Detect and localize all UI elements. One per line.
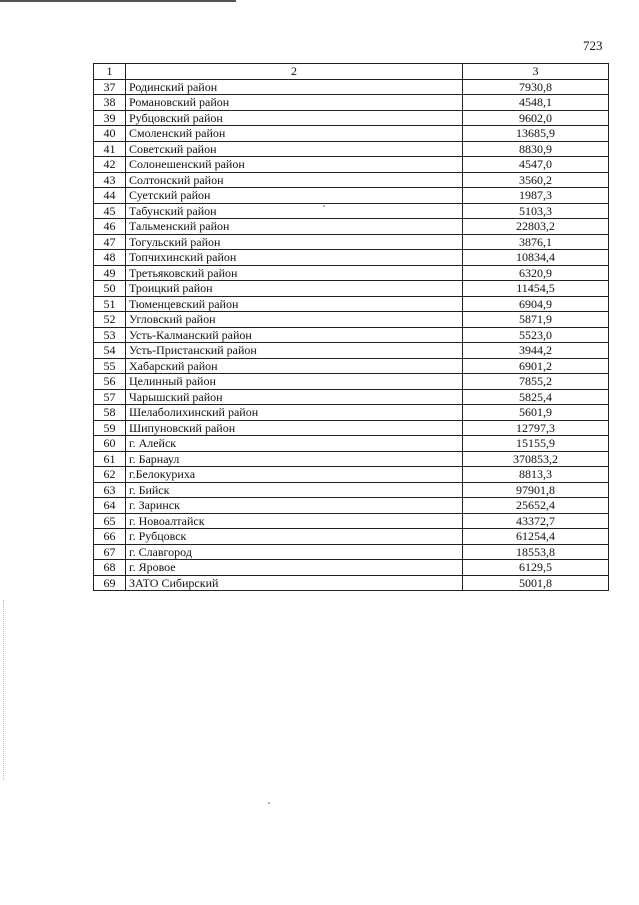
table-row	[94, 95, 609, 111]
row-name-cell: г. Славгород	[126, 544, 463, 560]
table-row	[94, 436, 609, 452]
row-name-cell: Смоленский район	[126, 126, 463, 142]
row-number-cell: 65	[94, 513, 126, 529]
table-row	[94, 327, 609, 343]
table-row	[94, 219, 609, 235]
table-row	[94, 575, 609, 591]
row-number-cell: 52	[94, 312, 126, 328]
row-name-cell: г. Барнаул	[126, 451, 463, 467]
row-value-cell: 4547,0	[463, 157, 609, 173]
row-value-cell: 18553,8	[463, 544, 609, 560]
row-value-cell: 43372,7	[463, 513, 609, 529]
table-row	[94, 141, 609, 157]
table-row	[94, 374, 609, 390]
column-header-value: 3	[463, 64, 609, 80]
table-row	[94, 420, 609, 436]
table-row	[94, 405, 609, 421]
row-number-cell: 53	[94, 327, 126, 343]
row-name-cell: г. Заринск	[126, 498, 463, 514]
row-value-cell: 3944,2	[463, 343, 609, 359]
row-number-cell: 64	[94, 498, 126, 514]
row-name-cell: г. Бийск	[126, 482, 463, 498]
row-value-cell: 97901,8	[463, 482, 609, 498]
row-number-cell: 37	[94, 79, 126, 95]
table-row	[94, 482, 609, 498]
table-row	[94, 343, 609, 359]
row-name-cell: Угловский район	[126, 312, 463, 328]
row-value-cell: 25652,4	[463, 498, 609, 514]
row-number-cell: 44	[94, 188, 126, 204]
row-value-cell: 8813,3	[463, 467, 609, 483]
table-row	[94, 467, 609, 483]
row-value-cell: 3560,2	[463, 172, 609, 188]
row-value-cell: 370853,2	[463, 451, 609, 467]
row-value-cell: 6129,5	[463, 560, 609, 576]
row-value-cell: 5601,9	[463, 405, 609, 421]
row-number-cell: 47	[94, 234, 126, 250]
row-name-cell: Усть-Калманский район	[126, 327, 463, 343]
table-row	[94, 529, 609, 545]
table-row	[94, 126, 609, 142]
row-number-cell: 38	[94, 95, 126, 111]
row-value-cell: 5523,0	[463, 327, 609, 343]
row-value-cell: 5825,4	[463, 389, 609, 405]
row-name-cell: Суетский район	[126, 188, 463, 204]
scan-speck	[323, 205, 325, 207]
page-number: 723	[583, 38, 603, 53]
row-name-cell: Шипуновский район	[126, 420, 463, 436]
row-value-cell: 6901,2	[463, 358, 609, 374]
table-row	[94, 157, 609, 173]
row-name-cell: г. Рубцовск	[126, 529, 463, 545]
table-row	[94, 203, 609, 219]
table-row	[94, 281, 609, 297]
row-number-cell: 56	[94, 374, 126, 390]
row-number-cell: 40	[94, 126, 126, 142]
row-number-cell: 61	[94, 451, 126, 467]
margin-scan-marks	[3, 600, 6, 780]
row-number-cell: 68	[94, 560, 126, 576]
row-number-cell: 43	[94, 172, 126, 188]
column-header-number: 1	[94, 64, 126, 80]
row-number-cell: 60	[94, 436, 126, 452]
row-number-cell: 66	[94, 529, 126, 545]
row-number-cell: 39	[94, 110, 126, 126]
table-row	[94, 312, 609, 328]
row-number-cell: 67	[94, 544, 126, 560]
table-row	[94, 172, 609, 188]
row-name-cell: Рубцовский район	[126, 110, 463, 126]
table-row	[94, 250, 609, 266]
row-name-cell: Солонешенский район	[126, 157, 463, 173]
row-number-cell: 45	[94, 203, 126, 219]
row-value-cell: 9602,0	[463, 110, 609, 126]
row-name-cell: Табунский район	[126, 203, 463, 219]
row-name-cell: Солтонский район	[126, 172, 463, 188]
row-value-cell: 7855,2	[463, 374, 609, 390]
row-name-cell: г. Алейск	[126, 436, 463, 452]
row-name-cell: Усть-Пристанский район	[126, 343, 463, 359]
table-row	[94, 560, 609, 576]
row-number-cell: 41	[94, 141, 126, 157]
table-header-row	[94, 64, 609, 80]
table-row	[94, 389, 609, 405]
table-row	[94, 296, 609, 312]
row-value-cell: 3876,1	[463, 234, 609, 250]
row-name-cell: Целинный район	[126, 374, 463, 390]
row-name-cell: г. Новоалтайск	[126, 513, 463, 529]
table-row	[94, 110, 609, 126]
row-number-cell: 59	[94, 420, 126, 436]
table-row	[94, 265, 609, 281]
table-row	[94, 513, 609, 529]
row-value-cell: 8830,9	[463, 141, 609, 157]
row-value-cell: 1987,3	[463, 188, 609, 204]
row-value-cell: 12797,3	[463, 420, 609, 436]
row-number-cell: 55	[94, 358, 126, 374]
column-header-name: 2	[126, 64, 463, 80]
row-number-cell: 63	[94, 482, 126, 498]
row-name-cell: г.Белокуриха	[126, 467, 463, 483]
row-name-cell: Тюменцевский район	[126, 296, 463, 312]
row-value-cell: 15155,9	[463, 436, 609, 452]
row-value-cell: 6904,9	[463, 296, 609, 312]
row-name-cell: Романовский район	[126, 95, 463, 111]
row-value-cell: 13685,9	[463, 126, 609, 142]
row-value-cell: 11454,5	[463, 281, 609, 297]
row-number-cell: 42	[94, 157, 126, 173]
row-number-cell: 62	[94, 467, 126, 483]
table-row	[94, 358, 609, 374]
row-name-cell: Тогульский район	[126, 234, 463, 250]
row-number-cell: 69	[94, 575, 126, 591]
table-row	[94, 544, 609, 560]
row-number-cell: 46	[94, 219, 126, 235]
row-value-cell: 6320,9	[463, 265, 609, 281]
row-number-cell: 54	[94, 343, 126, 359]
row-number-cell: 51	[94, 296, 126, 312]
row-value-cell: 5103,3	[463, 203, 609, 219]
row-number-cell: 48	[94, 250, 126, 266]
row-value-cell: 61254,4	[463, 529, 609, 545]
row-name-cell: Родинский район	[126, 79, 463, 95]
row-name-cell: Тальменский район	[126, 219, 463, 235]
row-name-cell: г. Яровое	[126, 560, 463, 576]
row-name-cell: Хабарский район	[126, 358, 463, 374]
row-name-cell: Шелаболихинский район	[126, 405, 463, 421]
row-name-cell: Топчихинский район	[126, 250, 463, 266]
row-name-cell: Чарышский район	[126, 389, 463, 405]
row-value-cell: 22803,2	[463, 219, 609, 235]
table-row	[94, 234, 609, 250]
row-number-cell: 58	[94, 405, 126, 421]
row-value-cell: 7930,8	[463, 79, 609, 95]
table-row	[94, 79, 609, 95]
top-scan-rule	[0, 0, 236, 2]
row-number-cell: 50	[94, 281, 126, 297]
row-value-cell: 4548,1	[463, 95, 609, 111]
row-name-cell: Советский район	[126, 141, 463, 157]
row-name-cell: Третьяковский район	[126, 265, 463, 281]
row-number-cell: 57	[94, 389, 126, 405]
row-name-cell: ЗАТО Сибирский	[126, 575, 463, 591]
table-row	[94, 451, 609, 467]
scan-speck	[268, 802, 270, 804]
table-row	[94, 498, 609, 514]
table-body	[94, 64, 609, 591]
row-value-cell: 5871,9	[463, 312, 609, 328]
row-name-cell: Троицкий район	[126, 281, 463, 297]
table-row	[94, 188, 609, 204]
data-table	[93, 63, 609, 591]
row-number-cell: 49	[94, 265, 126, 281]
row-value-cell: 10834,4	[463, 250, 609, 266]
row-value-cell: 5001,8	[463, 575, 609, 591]
